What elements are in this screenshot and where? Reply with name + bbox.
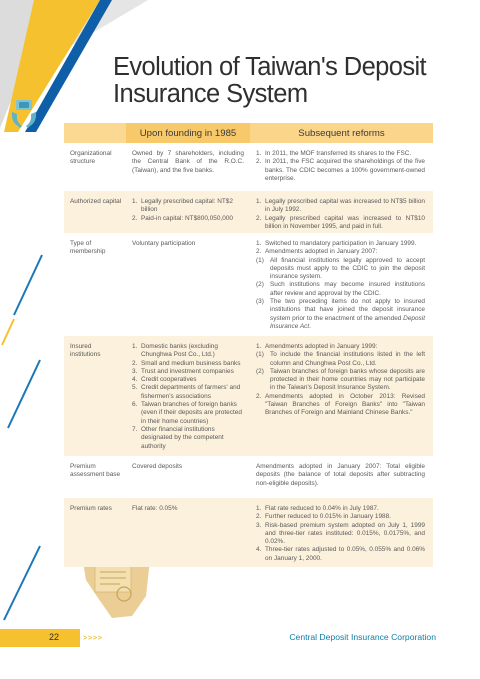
item-number: 1. (256, 343, 262, 350)
item-number: 2. (256, 158, 262, 166)
item-text: Small and medium business banks (141, 359, 241, 367)
item-number: 1. (256, 150, 262, 157)
item-number: 2. (256, 214, 262, 222)
item-number: 5. (132, 384, 138, 392)
item-text: Credit cooperatives (141, 376, 197, 384)
item-number: 4. (256, 546, 262, 554)
item-number: 1. (256, 240, 262, 247)
list-item (132, 215, 244, 223)
row-label: Organizational structure (70, 150, 112, 166)
item-number: 2. (132, 214, 138, 222)
founding-cell (126, 191, 250, 233)
table-row (64, 143, 433, 191)
item-number: 2. (256, 392, 262, 400)
founding-cell: Owned by 7 shareholders, including the Central Bank of the R.O.C. (Taiwan), and the five banks. (132, 150, 244, 174)
item-number: 7. (132, 425, 138, 433)
table-row (64, 191, 433, 233)
act-name-italic: Deposit Insurance Act (270, 314, 425, 330)
list-item (132, 198, 244, 215)
table-row (64, 498, 433, 567)
reforms-cell (250, 191, 433, 233)
item-text: In 2011, the FSC acquired the shareholdings of the five banks. The CDIC becomes a 100% government-owned enterprise. (265, 158, 425, 182)
item-text: Amendments adopted in January 2007: (265, 248, 378, 256)
item-number: 6. (132, 401, 138, 409)
item-number: 2. (256, 513, 262, 521)
list-item (256, 215, 425, 232)
item-number: (3) (256, 298, 264, 306)
blue-line-decoration-2 (8, 360, 40, 428)
item-text: Such institutions may become insured institutions after review and approval by the CDIC. (270, 281, 425, 297)
list-item (256, 513, 425, 521)
footer-arrows: >>>> (83, 633, 103, 642)
page-title-line-1: Evolution of Taiwan's Deposit (113, 53, 427, 81)
blue-line-decoration (14, 255, 42, 315)
item-text: Credit departments of farmers' and fishermen's associations (141, 384, 241, 400)
sub-list-item (256, 368, 425, 393)
item-text-end: . (309, 322, 311, 330)
header-cell-blank (64, 123, 126, 143)
item-text: Legally prescribed capital was increased to NT$10 billion in November 1995, and paid in full. (265, 214, 425, 230)
reforms-cell: Amendments adopted in January 2007: Total eligible deposits (the balance of total deposits after subtracting non-eligible deposits). (256, 463, 425, 487)
sub-list-item (256, 281, 425, 298)
reforms-cell (250, 336, 433, 456)
item-text: Three-tier rates adjusted to 0.05%, 0.055% and 0.06% on January 1, 2000. (265, 546, 425, 562)
item-number: (2) (256, 281, 264, 289)
page-title (113, 54, 453, 108)
item-number: 1. (132, 343, 138, 350)
list-item (256, 546, 425, 563)
list-item (132, 384, 244, 401)
item-text: Amendments adopted in October 2013: Revised "Taiwan Branches of Foreign Banks" into "Taiwan Branches of Foreign and Mainland Chinese Banks." (265, 392, 425, 417)
item-text: Risk-based premium system adopted on July 1, 1999 and three-tier rates instituted: 0.015%, 0.0175%, and 0.02%. (265, 521, 425, 546)
table-row (64, 456, 433, 498)
evolution-table (64, 123, 433, 567)
row-label: Type of membership (70, 240, 106, 256)
item-text: Paid-in capital: NT$800,050,000 (141, 214, 233, 222)
yellow-line-decoration (2, 319, 14, 345)
founding-cell: Voluntary participation (132, 240, 196, 247)
item-number: 3. (256, 521, 262, 529)
founding-cell (126, 336, 250, 456)
item-text: To include the financial institutions listed in the left column and Chunghwa Post Co., Ltd. (270, 351, 425, 367)
item-text: The two preceding items do not apply to insured institutions that have joined the deposit insurance system prior to the enactment of the amended (270, 298, 425, 322)
header-cell-reforms: Subsequent reforms (250, 123, 433, 143)
reforms-cell (250, 498, 433, 567)
item-number: 1. (256, 505, 262, 512)
item-text: Domestic banks (excluding Chunghwa Post Co., Ltd.) (141, 343, 218, 359)
item-text: Further reduced to 0.015% in January 1988. (265, 513, 391, 521)
item-text: Switched to mandatory participation in January 1999. (265, 240, 417, 247)
list-item (256, 150, 425, 158)
list-item (256, 240, 425, 248)
item-text: Flat rate reduced to 0.04% in July 1987. (265, 505, 379, 512)
item-text: Trust and investment companies (141, 367, 234, 375)
footer-organization: Central Deposit Insurance Corporation (289, 632, 436, 642)
sub-list-item (256, 351, 425, 368)
item-number: (1) (256, 351, 264, 359)
row-label: Premium assessment base (70, 463, 121, 479)
item-number: 1. (256, 198, 262, 205)
item-text: Other financial institutions designated by the competent authority (141, 425, 224, 450)
reforms-cell (250, 143, 433, 191)
page-title-line-2: Insurance System (113, 80, 308, 108)
item-number: 4. (132, 376, 138, 384)
page-number: 22 (49, 632, 60, 642)
row-label: Authorized capital (70, 198, 122, 205)
item-text: In 2011, the MOF transferred its shares to the FSC. (265, 150, 412, 157)
item-number: 2. (256, 248, 262, 256)
list-item (132, 360, 244, 368)
item-text: All financial institutions legally approved to accept deposits must apply to the CDIC to join the deposit insurance system. (270, 256, 425, 281)
row-label: Insured institutions (70, 343, 101, 359)
header-cell-founding: Upon founding in 1985 (139, 127, 237, 139)
list-item (132, 376, 244, 384)
table-row (64, 336, 433, 456)
founding-cell: Covered deposits (132, 463, 183, 470)
table-row (64, 233, 433, 336)
list-item (256, 158, 425, 183)
list-item (132, 401, 244, 426)
list-item (256, 343, 425, 351)
item-text: Amendments adopted in January 1999: (265, 343, 378, 350)
sub-list-item (256, 298, 425, 331)
list-item (256, 505, 425, 513)
sub-list-item (256, 257, 425, 282)
item-text: Taiwan branches of foreign banks (even if their deposits are protected in their home countries) (141, 401, 242, 425)
item-text: Legally prescribed capital was increased to NT$5 billion in July 1992. (265, 198, 425, 214)
list-item (256, 248, 425, 256)
list-item (132, 343, 244, 360)
list-item (256, 198, 425, 215)
list-item (132, 368, 244, 376)
footer-accent-bar (0, 629, 80, 647)
item-number: (2) (256, 367, 264, 375)
item-number: 3. (132, 367, 138, 375)
item-text: Taiwan branches of foreign banks whose deposits are protected in their home countries may not participate in the Taiwan's Deposit Insurance System. (270, 367, 425, 392)
blue-line-decoration-3 (4, 546, 40, 620)
item-number: 1. (132, 198, 138, 205)
list-item (256, 393, 425, 418)
list-item (132, 426, 244, 451)
item-number: (1) (256, 256, 264, 264)
table-header (64, 123, 433, 143)
item-text: Legally prescribed capital: NT$2 billion (141, 198, 233, 214)
list-item (256, 522, 425, 547)
row-label: Premium rates (70, 505, 112, 512)
reforms-cell (250, 233, 433, 336)
founding-cell: Flat rate: 0.05% (132, 505, 178, 512)
item-number: 2. (132, 359, 138, 367)
